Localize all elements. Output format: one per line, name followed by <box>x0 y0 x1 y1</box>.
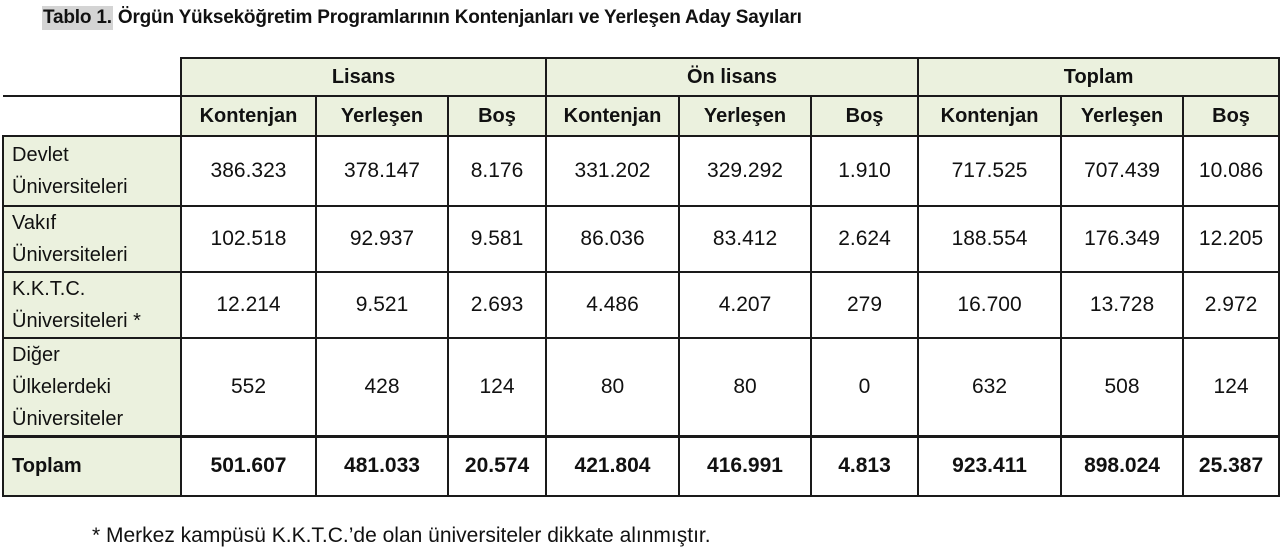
cell-value: 386.323 <box>181 136 316 206</box>
row-label-line: Devlet <box>12 144 69 166</box>
total-value: 481.033 <box>316 437 448 496</box>
sub-header-row <box>3 96 1279 136</box>
subheader-bos: Boş <box>811 96 918 136</box>
footnote: * Merkez kampüsü K.K.T.C.’de olan üniversiteler dikkate alınmıştır. <box>92 524 711 547</box>
empty-corner-cell <box>3 58 181 96</box>
cell-value: 102.518 <box>181 206 316 272</box>
subheader-kontenjan: Kontenjan <box>918 96 1061 136</box>
subheader-yerlesen: Yerleşen <box>316 96 448 136</box>
table-number-label: Tablo 1. <box>43 7 112 28</box>
total-value: 421.804 <box>546 437 679 496</box>
subheader-yerlesen: Yerleşen <box>1061 96 1183 136</box>
cell-value: 508 <box>1061 338 1183 437</box>
cell-value: 10.086 <box>1183 136 1279 206</box>
cell-value: 176.349 <box>1061 206 1183 272</box>
cell-value: 83.412 <box>679 206 811 272</box>
row-label-line: Üniversiteleri * <box>12 310 141 332</box>
row-label-vakif <box>3 206 181 272</box>
group-header-onlisans: Ön lisans <box>546 58 918 96</box>
cell-value: 717.525 <box>918 136 1061 206</box>
total-value: 20.574 <box>448 437 546 496</box>
cell-value: 4.207 <box>679 272 811 338</box>
cell-value: 329.292 <box>679 136 811 206</box>
cell-value: 8.176 <box>448 136 546 206</box>
cell-value: 707.439 <box>1061 136 1183 206</box>
cell-value: 2.693 <box>448 272 546 338</box>
quota-placement-table <box>2 57 1280 497</box>
cell-value: 331.202 <box>546 136 679 206</box>
cell-value: 2.972 <box>1183 272 1279 338</box>
cell-value: 1.910 <box>811 136 918 206</box>
row-label-devlet <box>3 136 181 206</box>
cell-value: 0 <box>811 338 918 437</box>
cell-value: 188.554 <box>918 206 1061 272</box>
table-row <box>3 272 1279 338</box>
cell-value: 12.205 <box>1183 206 1279 272</box>
empty-corner-cell <box>3 96 181 136</box>
table-row <box>3 206 1279 272</box>
row-label-line: Ülkelerdeki <box>12 376 111 398</box>
row-label-toplam: Toplam <box>3 437 181 496</box>
cell-value: 4.486 <box>546 272 679 338</box>
total-row <box>3 437 1279 496</box>
cell-value: 9.521 <box>316 272 448 338</box>
cell-value: 428 <box>316 338 448 437</box>
cell-value: 86.036 <box>546 206 679 272</box>
group-header-toplam: Toplam <box>918 58 1279 96</box>
table-row <box>3 136 1279 206</box>
table-title-text: Örgün Yükseköğretim Programlarının Kontenjanları ve Yerleşen Aday Sayıları <box>112 7 802 28</box>
row-label-diger <box>3 338 181 437</box>
cell-value: 92.937 <box>316 206 448 272</box>
row-label-line: K.K.T.C. <box>12 278 86 300</box>
row-label-line: Diğer <box>12 344 60 366</box>
subheader-bos: Boş <box>448 96 546 136</box>
table-row <box>3 338 1279 437</box>
row-label-kktc <box>3 272 181 338</box>
subheader-kontenjan: Kontenjan <box>181 96 316 136</box>
table-title <box>42 4 802 32</box>
cell-value: 16.700 <box>918 272 1061 338</box>
cell-value: 12.214 <box>181 272 316 338</box>
total-value: 416.991 <box>679 437 811 496</box>
cell-value: 632 <box>918 338 1061 437</box>
cell-value: 378.147 <box>316 136 448 206</box>
cell-value: 124 <box>448 338 546 437</box>
row-label-line: Üniversiteler <box>12 408 124 430</box>
row-label-line: Vakıf <box>12 212 57 234</box>
total-value: 923.411 <box>918 437 1061 496</box>
total-value: 898.024 <box>1061 437 1183 496</box>
subheader-yerlesen: Yerleşen <box>679 96 811 136</box>
subheader-bos: Boş <box>1183 96 1279 136</box>
cell-value: 279 <box>811 272 918 338</box>
total-value: 25.387 <box>1183 437 1279 496</box>
cell-value: 80 <box>679 338 811 437</box>
cell-value: 9.581 <box>448 206 546 272</box>
cell-value: 80 <box>546 338 679 437</box>
total-value: 501.607 <box>181 437 316 496</box>
subheader-kontenjan: Kontenjan <box>546 96 679 136</box>
cell-value: 552 <box>181 338 316 437</box>
cell-value: 2.624 <box>811 206 918 272</box>
cell-value: 13.728 <box>1061 272 1183 338</box>
group-header-lisans: Lisans <box>181 58 546 96</box>
group-header-row <box>3 58 1279 96</box>
cell-value: 124 <box>1183 338 1279 437</box>
total-value: 4.813 <box>811 437 918 496</box>
row-label-line: Üniversiteleri <box>12 244 128 266</box>
row-label-line: Üniversiteleri <box>12 176 128 198</box>
